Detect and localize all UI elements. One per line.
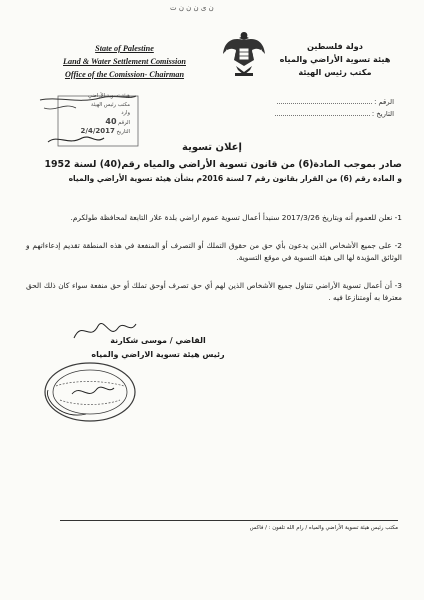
legal-basis-line-2: و المادة رقم (6) من القرار بقانون رقم 7 لسنة 2016م بشأن هيئة تسوية الأراضي والمياه bbox=[68, 174, 402, 183]
stamp-date-label: التاريخ bbox=[116, 129, 130, 135]
handwritten-date: 2/4/2017 bbox=[80, 127, 115, 135]
stamp-line bbox=[60, 118, 130, 128]
ref-field bbox=[264, 96, 394, 108]
header-arabic bbox=[276, 40, 394, 79]
paragraph: 1- نعلن للعموم أنه وبتاريخ 2017/3/26 سنبدأ أعمال تسوية عموم اراضي بلدة علار التابعة لمحافظة طولكرم. bbox=[70, 213, 402, 222]
legal-basis bbox=[42, 158, 402, 185]
ref-dotted-line bbox=[277, 98, 372, 104]
stamp-line bbox=[60, 127, 130, 137]
incoming-stamp-text bbox=[60, 92, 130, 137]
signatory-role: رئيس هيئة تسوية الاراضي والمياه bbox=[91, 350, 225, 359]
footer-contact: مكتب رئيس هيئة تسوية الأراضي والمياه / رام الله تلفون : / فاكس bbox=[249, 525, 398, 531]
stamp-line: مكتب رئيس الهيئة bbox=[90, 101, 130, 108]
announcement-body bbox=[26, 212, 402, 320]
header-ar-commission: هيئة تسوية الأراضي والمياه bbox=[279, 54, 391, 64]
legal-basis-line-1: صادر بموجب المادة(6) من قانون تسوية الأراضي والمياه رقم(40) لسنة 1952 bbox=[44, 159, 402, 170]
header-en-commission: Land & Water Settlement Comission bbox=[63, 57, 186, 66]
document-title: إعلان تسوية bbox=[182, 142, 242, 153]
official-oval-seal-icon bbox=[42, 360, 138, 424]
header-english bbox=[52, 42, 197, 81]
footer-divider bbox=[60, 520, 398, 521]
signature-block bbox=[88, 334, 228, 362]
header-ar-state: دولة فلسطين bbox=[307, 41, 363, 51]
stamp-line: هيئة تسوية الأراضي bbox=[88, 93, 130, 99]
header-ar-office: مكتب رئيس الهيئة bbox=[298, 67, 372, 77]
stamp-line: وارد bbox=[121, 110, 130, 116]
handwritten-number: 40 bbox=[105, 116, 117, 126]
ref-label: الرقم : bbox=[374, 98, 394, 106]
header-en-office: Office of the Comission- Chairman bbox=[64, 70, 185, 79]
date-field bbox=[264, 108, 394, 120]
header-en-state: State of Palestine bbox=[95, 44, 154, 53]
top-scan-mark: ن ى ن ن ن ت bbox=[170, 4, 214, 12]
signatory-name: القاضي / موسى شكارنة bbox=[110, 336, 206, 345]
paragraph: 2- على جميع الأشخاص الذين يدعون بأي حق من حقوق التملك أو التصرف أو المنفعة في هذه المنطقة تقديم إدعاءاتهم و الوثائق المؤيدة لها الى هيئة التسوية في موقع التسوية. bbox=[26, 240, 402, 262]
date-dotted-line bbox=[275, 110, 370, 116]
reference-fields bbox=[264, 96, 394, 120]
paragraph: 3- أن أعمال تسوية الأراضي تتناول جميع الأشخاص الذين لهم أي حق تصرف أوحق تملك أو حق منفعة سواء كان ذلك الحق معترفا به أومتنازعا فيه . bbox=[26, 280, 402, 302]
date-label: التاريخ : bbox=[371, 110, 394, 118]
stamp-number-label: الرقم bbox=[118, 119, 130, 126]
palestine-eagle-emblem-icon bbox=[222, 26, 266, 78]
